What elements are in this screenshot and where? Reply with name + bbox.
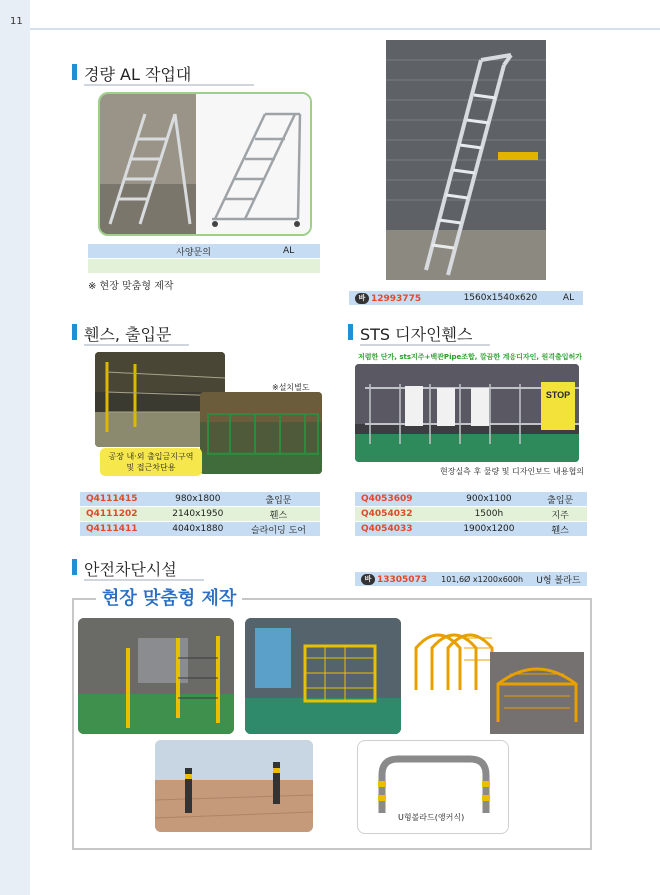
bollard-code: 13305073 <box>377 574 428 585</box>
ladder-size: 1560x1540x620 <box>447 291 554 306</box>
sts-subtitle: 저렴한 단가, sts지주+백관Pipe조합, 깔끔한 계응디자인, 원격출입허가 <box>358 353 583 361</box>
guard-installed-illustration <box>490 652 584 734</box>
section-title-fence <box>72 322 171 345</box>
bollard-table <box>355 572 587 587</box>
bollard-code-cell <box>355 572 434 587</box>
sts-name: 출입문 <box>533 492 587 507</box>
title-underline <box>84 84 254 86</box>
sts-size: 1500h <box>444 507 533 522</box>
title-underline <box>84 344 189 346</box>
u-bollard-caption: U형볼라드(앵커식) <box>398 813 465 822</box>
custom-note: ※ 현장 맞춤형 제작 <box>88 281 174 292</box>
section-title-sts-fence <box>348 322 472 345</box>
sts-fence-illustration <box>355 364 579 462</box>
fence-code: Q4111411 <box>80 522 159 537</box>
section-title-text: 휀스, 출입문 <box>84 325 172 344</box>
section-title-text: 안전차단시설 <box>84 560 177 579</box>
sts-name: 휀스 <box>533 522 587 537</box>
sts-fence-photo <box>355 364 579 462</box>
fence-code: Q4111202 <box>80 507 159 522</box>
bollard-street-photo <box>155 740 313 832</box>
fence-table <box>80 492 320 537</box>
fence-code: Q4111415 <box>80 492 159 507</box>
sts-code: Q4054032 <box>355 507 444 522</box>
safety-photo-1 <box>78 618 234 734</box>
sts-size: 1900x1200 <box>444 522 533 537</box>
bollard-name: U형 볼라드 <box>530 572 587 587</box>
safety-illustration-2 <box>245 618 401 734</box>
sts-code: Q4053609 <box>355 492 444 507</box>
sts-table <box>355 492 587 537</box>
ladder-code-cell <box>349 291 447 306</box>
section-title-al-platform <box>72 62 191 85</box>
spec-label: 사양문의 <box>130 244 257 259</box>
ladder-material: AL <box>554 291 583 306</box>
fence-photo-2 <box>200 392 322 474</box>
fence-name: 출입문 <box>237 492 320 507</box>
fence-size: 4040x1880 <box>159 522 237 537</box>
ladder-table <box>349 291 583 306</box>
sts-size: 900x1100 <box>444 492 533 507</box>
page-side-band <box>0 0 30 895</box>
code-badge: 바 <box>355 293 369 304</box>
fence-name: 휀스 <box>237 507 320 522</box>
top-rule <box>30 28 660 30</box>
al-platform-photo <box>98 92 312 236</box>
fence-illustration-2 <box>200 392 322 474</box>
fence-callout: 공장 내·외 출입금지구역 및 접근차단용 <box>100 448 202 476</box>
fence-size: 2140x1950 <box>159 507 237 522</box>
title-underline <box>84 579 204 581</box>
guard-installed-photo <box>490 652 584 734</box>
sts-name: 지주 <box>533 507 587 522</box>
bollard-street-illustration <box>155 740 313 832</box>
material-cell: AL <box>257 244 320 259</box>
install-note: ※설치별도 <box>272 383 310 392</box>
section-title-text: 경량 AL 작업대 <box>84 65 192 84</box>
al-platform-table <box>88 244 320 274</box>
fence-name: 슬라이딩 도어 <box>237 522 320 537</box>
custom-title: 현장 맞춤형 제작 <box>96 584 242 610</box>
section-title-safety <box>72 557 177 580</box>
safety-photo-2 <box>245 618 401 734</box>
ladder-code: 12993775 <box>371 293 422 304</box>
bollard-size: 101,6Ø x1200x600h <box>434 572 529 587</box>
page-number: 11 <box>10 16 23 27</box>
ladder-photo <box>386 40 546 280</box>
sts-caption: 현장실측 후 물량 및 디자인보드 내용협의 <box>440 467 585 476</box>
title-underline <box>360 344 490 346</box>
al-platform-illustration <box>100 94 310 234</box>
code-badge: 바 <box>361 574 375 585</box>
sts-code: Q4054033 <box>355 522 444 537</box>
ladder-illustration <box>386 40 546 280</box>
section-title-text: STS 디자인휀스 <box>360 325 473 344</box>
guard-cage-photo <box>408 618 498 698</box>
safety-illustration-1 <box>78 618 234 734</box>
stop-sign-text: STOP <box>545 390 571 400</box>
guard-cage-illustration <box>408 618 498 698</box>
fence-size: 980x1800 <box>159 492 237 507</box>
